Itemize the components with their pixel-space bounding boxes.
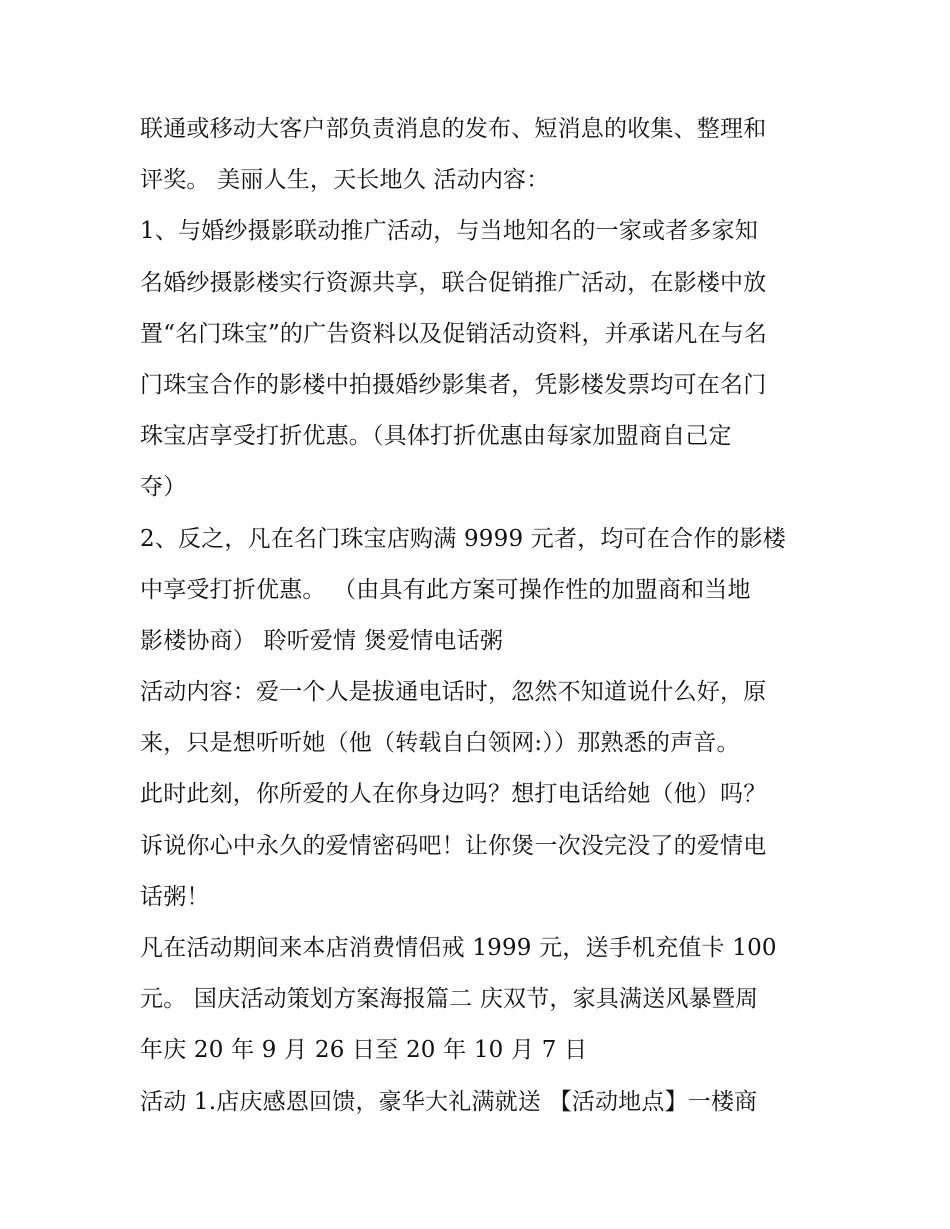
document-body — [140, 104, 830, 1128]
text-line: 门珠宝合作的影楼中拍摄婚纱影集者，凭影楼发票均可在名门 — [140, 371, 767, 398]
text-line: 联通或移动大客户部负责消息的发布、短消息的收集、整理和 — [140, 116, 767, 142]
text-line: 中享受打折优惠。 （由具有此方案可操作性的加盟商和当地 — [140, 576, 751, 603]
text-line: 来，只是想听听她（他（转载自白领网:））那熟悉的声音。 — [140, 730, 740, 757]
text-line: 话粥！ — [140, 883, 210, 910]
text-line: 夺） — [140, 474, 187, 501]
text-line: 诉说你心中永久的爱情密码吧！让你煲一次没完没了的爱情电 — [140, 832, 767, 859]
text-line: 置“名门珠宝”的广告资料以及促销活动资料，并承诺凡在与名 — [140, 320, 768, 347]
text-line: 年庆 20 年 9 月 26 日至 20 年 10 月 7 日 — [140, 1037, 588, 1064]
text-line: 活动内容：爱一个人是拔通电话时，忽然不知道说什么好，原 — [140, 679, 767, 706]
text-line: 评奖。 美丽人生，天长地久 活动内容： — [140, 167, 550, 194]
text-line: 凡在活动期间来本店消费情侣戒 1999 元，送手机充值卡 100 — [140, 935, 777, 961]
text-line: 珠宝店享受打折优惠。（具体打折优惠由每家加盟商自己定 — [140, 423, 732, 450]
text-line: 此时此刻，你所爱的人在你身边吗？想打电话给她（他）吗？ — [140, 781, 767, 808]
text-line: 活动 1.店庆感恩回馈，豪华大礼满就送 【活动地点】一楼商 — [140, 1088, 758, 1115]
text-line: 1、与婚纱摄影联动推广活动，与当地知名的一家或者多家知 — [140, 218, 759, 245]
text-line: 元。 国庆活动策划方案海报篇二 庆双节，家具满送风暴暨周 — [140, 986, 759, 1013]
text-line: 2、反之，凡在名门珠宝店购满 9999 元者，均可在合作的影楼 — [140, 525, 786, 552]
text-line: 影楼协商） 聆听爱情 煲爱情电话粥 — [140, 627, 504, 654]
text-line: 名婚纱摄影楼实行资源共享，联合促销推广活动，在影楼中放 — [140, 269, 767, 296]
